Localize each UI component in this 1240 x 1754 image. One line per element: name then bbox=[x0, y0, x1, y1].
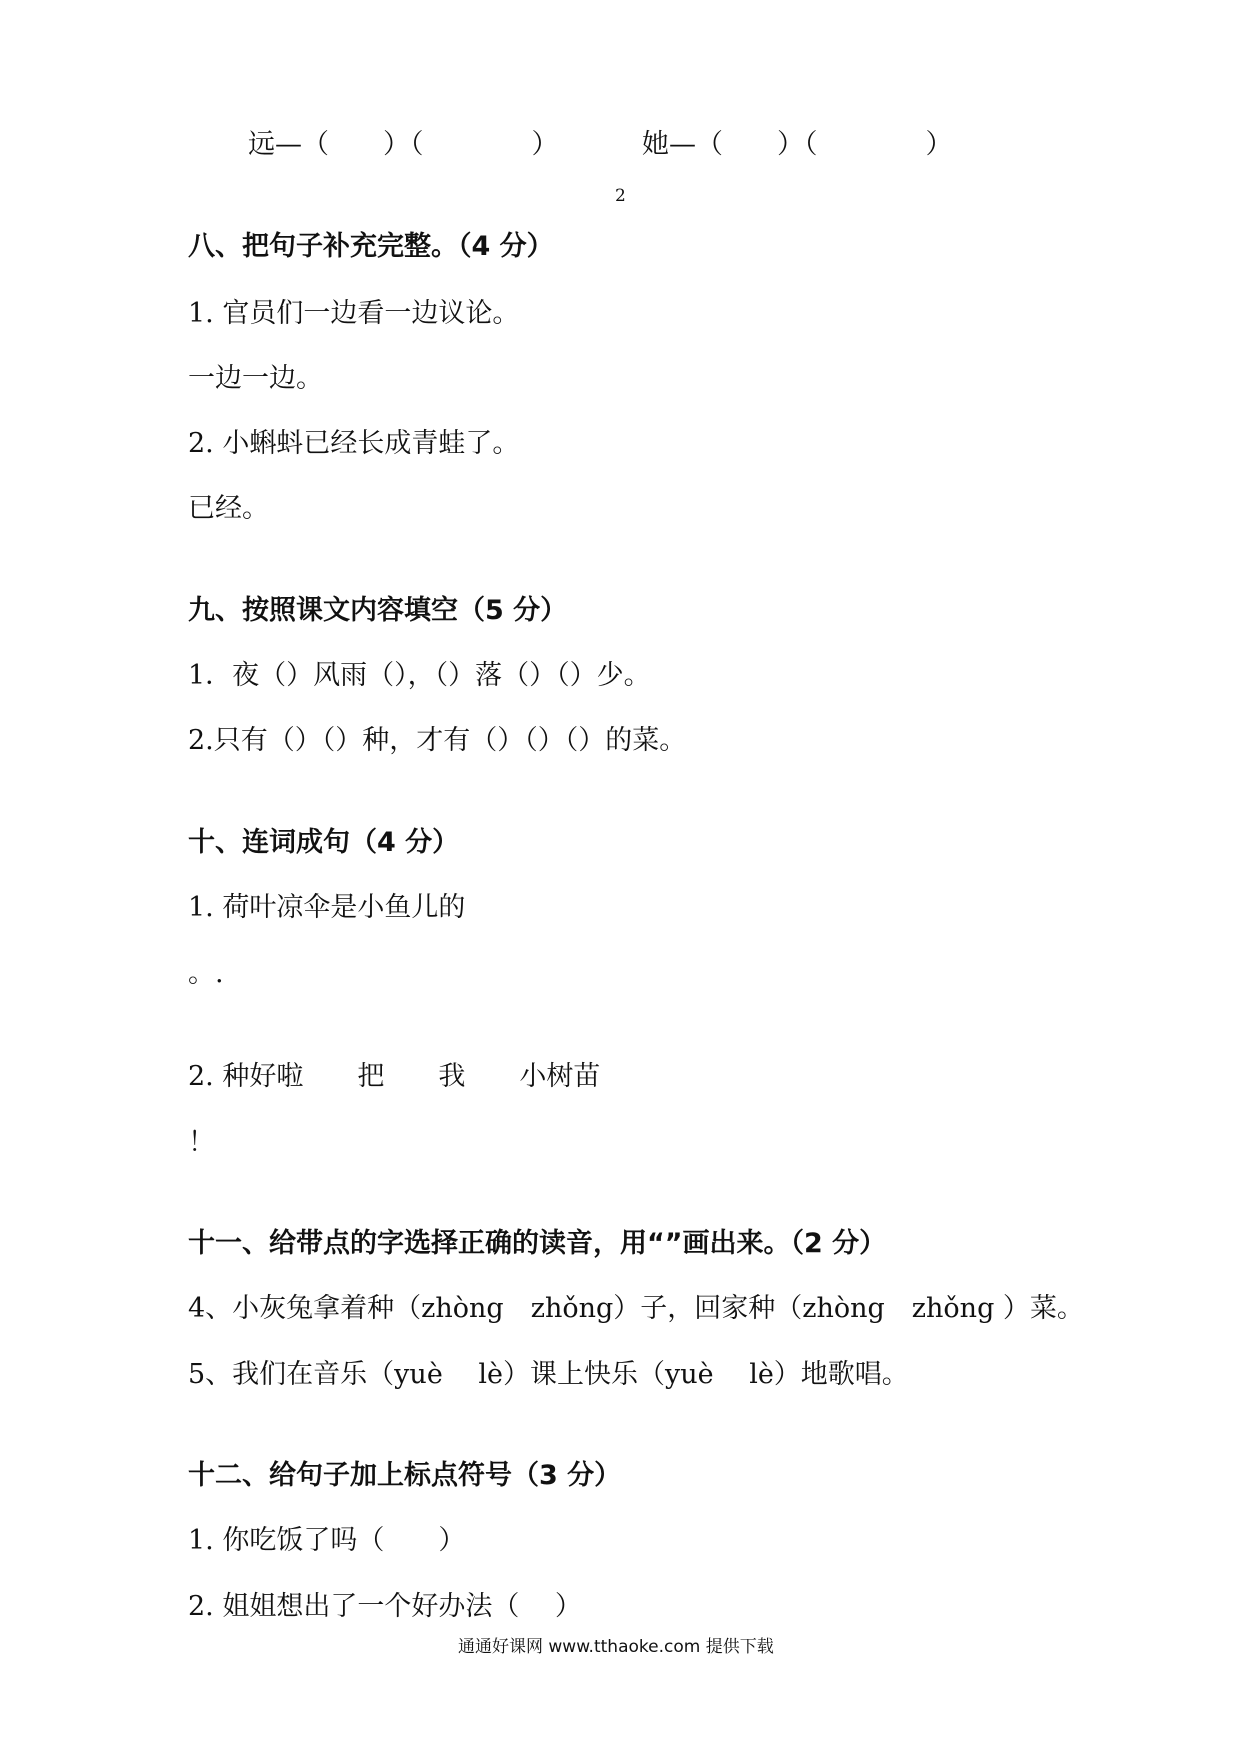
question-line: 2. 小蝌蚪已经长成青蛙了。 bbox=[188, 428, 520, 459]
question-line: 1. 官员们一边看一边议论。 bbox=[188, 298, 520, 329]
question-line: 1. 你吃饭了吗（ ） bbox=[188, 1525, 466, 1556]
section-heading-10: 十、连词成句（4 分） bbox=[188, 827, 460, 858]
fill-blank-ta: 她—（ ）（ ） bbox=[642, 129, 953, 160]
question-line: 1. 荷叶凉伞是小鱼儿的 bbox=[188, 892, 466, 923]
fill-blank-yuan: 远—（ ）（ ） bbox=[248, 129, 559, 160]
question-line: 1．夜（）风雨（），（）落（）（）少。 bbox=[188, 660, 651, 691]
footer-watermark: 通通好课网 www.tthaoke.com 提供下载 bbox=[458, 1637, 774, 1657]
section-heading-8: 八、把句子补充完整。（4 分） bbox=[188, 231, 554, 262]
question-line: 。. bbox=[188, 958, 224, 989]
section-heading-11: 十一、给带点的字选择正确的读音，用“”画出来。（2 分） bbox=[188, 1228, 887, 1259]
question-line: ！ bbox=[188, 1127, 215, 1158]
section-heading-12: 十二、给句子加上标点符号（3 分） bbox=[188, 1460, 622, 1491]
question-line: 5、我们在音乐（yuè lè）课上快乐（yuè lè）地歌唱。 bbox=[188, 1359, 909, 1390]
question-line: 一边一边。 bbox=[188, 363, 323, 394]
page-number: 2 bbox=[615, 186, 626, 206]
section-heading-9: 九、按照课文内容填空（5 分） bbox=[188, 595, 568, 626]
question-line: 2. 种好啦 把 我 小树苗 bbox=[188, 1061, 601, 1092]
question-line: 2.只有（）（）种，才有（）（）（）的菜。 bbox=[188, 725, 687, 756]
question-line: 4、小灰兔拿着种（zhòng zhǒng）子，回家种（zhòng zhǒng ）菜。 bbox=[188, 1293, 1084, 1324]
question-line: 2. 姐姐想出了一个好办法（ ） bbox=[188, 1591, 582, 1622]
question-line: 已经。 bbox=[188, 493, 269, 524]
